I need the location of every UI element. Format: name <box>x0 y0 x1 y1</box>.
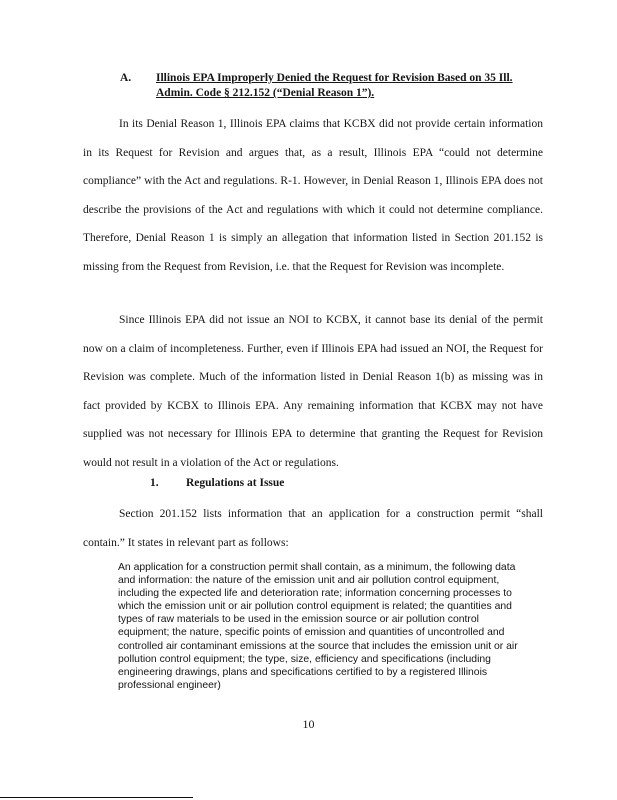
block-quote: An application for a construction permit shall contain, as a minimum, the following data and information: the nature of the emission unit and air pollution control equipment, including the expected life and deterioration rate; information concerning processes to which the emission unit or air pollution control equipment is related; the quantities and types of raw materials to be used in the emission source or air pollution control equipment; the nature, specific points of emission and quantities of uncontrolled and controlled air contaminant emissions at the source that includes the emission unit or air pollution control equipment; the type, size, efficiency and specifications (including engineering drawings, plans and specifications certified to by a registered Illinois professional engineer) <box>118 562 518 691</box>
body-paragraph: Since Illinois EPA did not issue an NOI to KCBX, it cannot base its denial of the permit now on a claim of incompleteness. Further, even if Illinois EPA had issued an NOI, the Request for Revision was complete. Much of the information listed in Denial Reason 1(b) as missing was in fact provided by KCBX to Illinois EPA. Any remaining information that KCBX may not have supplied was not necessary for Illinois EPA to determine that granting the Request for Revision would not result in a violation of the Act or regulations. <box>83 314 543 469</box>
subsection-heading <box>150 477 284 489</box>
page-number: 10 <box>302 717 315 731</box>
section-letter: A. <box>120 72 132 84</box>
section-title: Illinois EPA Improperly Denied the Request for Revision Based on 35 Ill. Admin. Code § 212.152 (“Denial Reason 1”). <box>156 72 513 99</box>
intro-paragraph: Section 201.152 lists information that an application for a construction permit “shall contain.” It states in relevant part as follows: <box>83 508 543 549</box>
body-paragraph: In its Denial Reason 1, Illinois EPA claims that KCBX did not provide certain information in its Request for Revision and argues that, as a result, Illinois EPA “could not determine compliance” with the Act and regulations. R-1. However, in Denial Reason 1, Illinois EPA does not describe the provisions of the Act and regulations with which it could not determine compliance. Therefore, Denial Reason 1 is simply an allegation that information listed in Section 201.152 is missing from the Request from Revision, i.e. that the Request for Revision was incomplete. <box>83 118 543 273</box>
subsection-number: 1. <box>150 477 159 489</box>
footnote-divider <box>0 797 193 798</box>
subsection-title: Regulations at Issue <box>186 477 285 489</box>
